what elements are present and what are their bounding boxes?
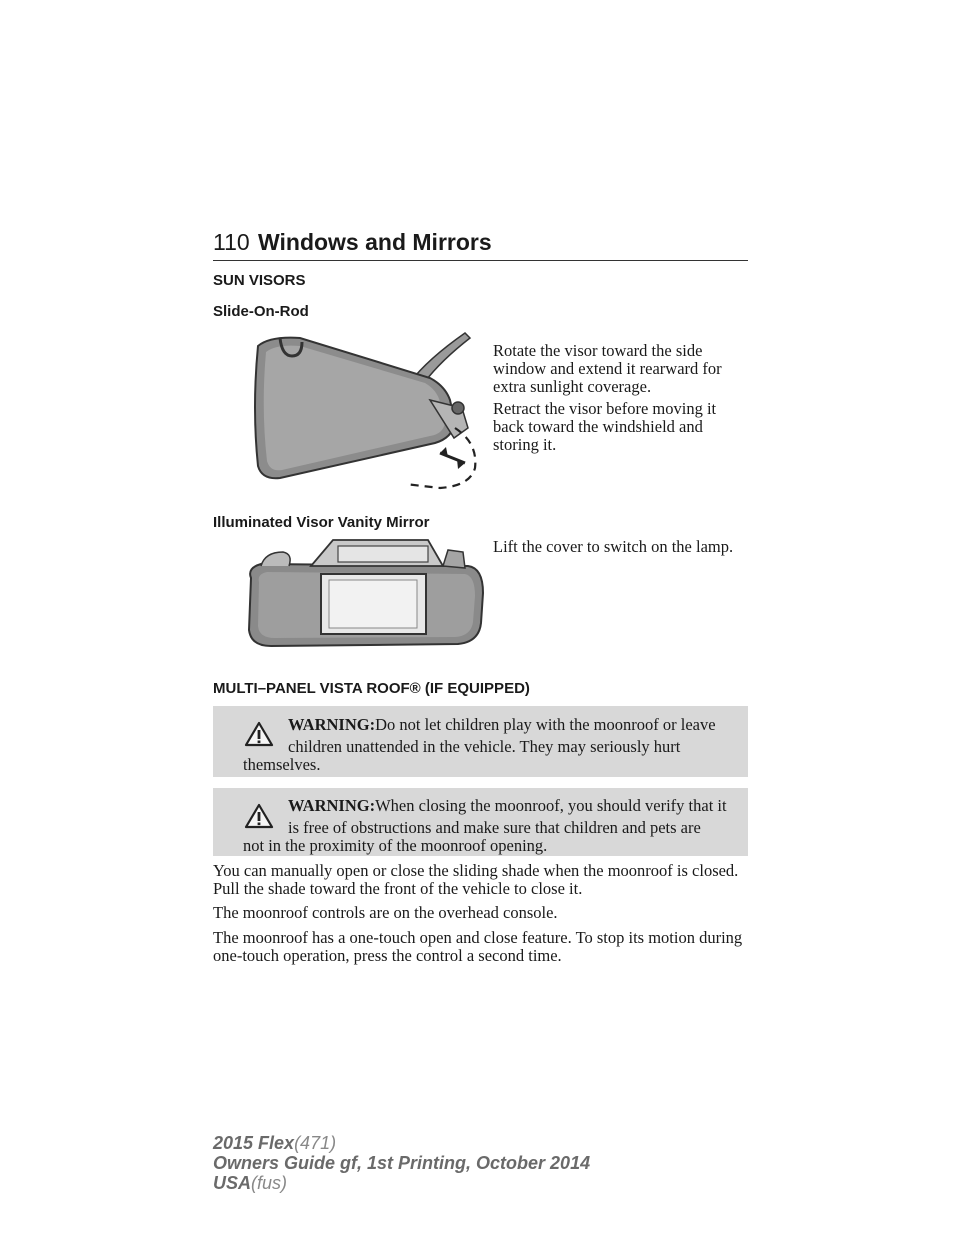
- print-footer: [213, 1133, 590, 1193]
- section-heading-sun-visors: SUN VISORS: [213, 272, 306, 289]
- warning-line-2: children unattended in the vehicle. They may seriously hurt: [288, 737, 681, 756]
- warning-line-3: themselves.: [243, 755, 321, 774]
- vanity-mirror-illustration: [243, 538, 488, 650]
- warning-text: Do not let children play with the moonroof or leave: [375, 715, 716, 734]
- footer-line-guide: Owners Guide gf, 1st Printing, October 2014: [213, 1153, 591, 1173]
- subheading-slide-on-rod: Slide-On-Rod: [213, 303, 309, 320]
- warning-label: WARNING:: [288, 796, 376, 815]
- warning-text: When closing the moonroof, you should verify that it: [375, 796, 727, 815]
- page-number: 110: [213, 229, 250, 255]
- warning-box-children: [213, 706, 748, 777]
- slide-on-rod-paragraph-2: Retract the visor before moving it back toward the windshield and storing it.: [493, 399, 717, 454]
- warning-line-2: is free of obstructions and make sure that children and pets are: [288, 818, 701, 837]
- vista-roof-paragraph-1: You can manually open or close the sliding shade when the moonroof is closed. Pull the shade toward the front of the vehicle to close it.: [213, 861, 739, 898]
- chapter-title: Windows and Mirrors: [258, 229, 492, 255]
- warning-triangle-icon: [244, 721, 274, 747]
- warning-line-1: [288, 714, 716, 736]
- footer-line-market: USA(fus): [213, 1173, 288, 1193]
- warning-box-obstructions: [213, 788, 748, 856]
- warning-line-3: not in the proximity of the moonroof opening.: [243, 836, 548, 855]
- sun-visor-slide-illustration: [240, 328, 480, 490]
- warning-triangle-icon: [244, 803, 274, 829]
- subheading-vanity-mirror: Illuminated Visor Vanity Mirror: [213, 514, 430, 531]
- warning-line-1: [288, 795, 727, 817]
- slide-on-rod-paragraph-1: Rotate the visor toward the side window and extend it rearward for extra sunlight coverage.: [493, 341, 722, 396]
- warning-label: WARNING:: [288, 715, 376, 734]
- section-heading-vista-roof: MULTI–PANEL VISTA ROOF® (IF EQUIPPED): [213, 680, 530, 697]
- vanity-mirror-paragraph: Lift the cover to switch on the lamp.: [493, 537, 734, 556]
- header-rule: [213, 260, 748, 261]
- vista-roof-paragraph-3: The moonroof has a one-touch open and close feature. To stop its motion during one-touch operation, press the control a second time.: [213, 928, 743, 965]
- footer-line-model: 2015 Flex(471): [213, 1133, 337, 1153]
- vista-roof-paragraph-2: The moonroof controls are on the overhead console.: [213, 903, 558, 922]
